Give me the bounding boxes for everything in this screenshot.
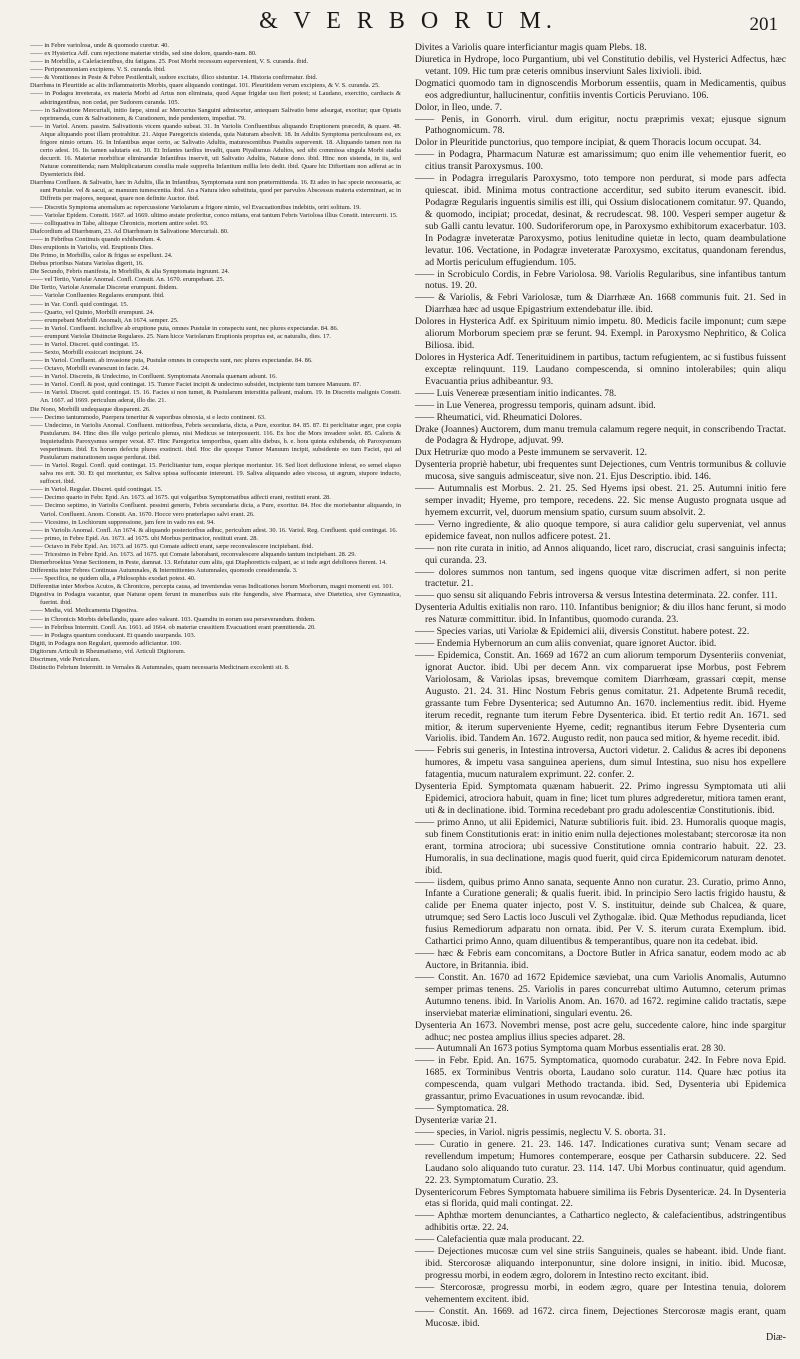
index-entry: —— Species varias, uti Variolæ & Epidemici alii, diversis Constitut. habere potest. 22. xyxy=(415,626,750,638)
right-column-entries xyxy=(415,42,786,1330)
index-entry: —— Dejectiones mucosæ cum vel sine striis Sanguineis, quales se habeant. ibid. Unde fiant. ibid. Stercorosæ aliquando interponuntur, sine dolore insigni, in initio. ibid. Mucosæ, progressu morbi, in eodem ægro, dolorem in Intestino recto excitant. ibid. xyxy=(415,1246,786,1281)
index-entry: —— Stercorosæ, progressu morbi, in eodem ægro, quare per Intestina tenuia, dolorem vehementem excitent. ibid. xyxy=(415,1281,786,1305)
index-entry: —— Verno ingrediente, & alio quoque tempore, si aura calidior gelu superveniat, vel annus epidemice faveat, non nullos adficere potest. 21. xyxy=(415,518,786,542)
index-entry: Diarrhœa in Pleuritide ac aliis inflammatoriis Morbis, quare aliquando contingat. 101. Pleuritidem verum excipiens, & V. S. curanda. 25. xyxy=(30,82,380,90)
index-entry: —— Octavo in Febr Epid. An. 1673. ad 1675. qui Comate adfecti erant, sæpe reconvalescere incipiebant. ibid. xyxy=(30,542,314,550)
index-entry: —— Penis, in Gonorrh. virul. dum erigitur, noctu præprimis vexat; ejusque signum Pathognomicum. 78. xyxy=(415,113,786,137)
index-entry: —— erumpunt Variolæ Distinctæ Regulares. 25. Nam hicce Variolarum Eruptionis proprius est, ac naturalis, dies. 17. xyxy=(30,332,331,340)
index-entry: —— Variolar Epidem. Constit. 1667. ad 1669. ultimo æstate proferitur, conco mitans, erat tantum Febris Variolosa illius Constit. intercurrit. 15. xyxy=(30,211,398,219)
index-entry: —— in Febre variolosa, unde & quomodo curetur. 40. xyxy=(30,42,169,49)
index-entry: —— species, in Variol. nigris pessimis, neglectu V. S. oborta. 31. xyxy=(415,1126,666,1138)
index-entry: —— in Variol. Discret. quid contingat. 15. xyxy=(30,340,140,348)
index-column-left xyxy=(30,42,401,1343)
index-entry: —— Quarto, vel Quinto, Morbilli erumpunt. 24. xyxy=(30,308,155,316)
index-entry: Dysenteria propriè habetur, ubi frequentes sunt Dejectiones, cum Ventris tormunibus & colluvie mucosa, sive sanguis admisceatur, sive non. 21. Ejus Descriptio. ibid. 146. xyxy=(415,459,786,483)
index-entry: —— iisdem, quibus primo Anno sanata, sequente Anno non curatur. 23. Curatio, primo Anno, Infante a Curatione generali; & qualis fuerit. ibid. In principio Sero lactis frigido haustu, & calide per Enema quater injecto, post V. S. instituitur, deinde sub Chalcea, & quare, utrumque; sed Sero Lactis loco Jusculi vel Zythogalæ. ibid. Quæ Methodus repudianda, licet fusius Remediorum adparatu non ornata. ibid. Per V. S. iterum curata Exemplum. ibid. Cathartici primo Anno, quam diluentibus & temperantibus, quare non ita cedebat. ibid. xyxy=(415,876,786,948)
index-entry: Diarrhœa Confluen. & Salivatio, hæc in Adultis, illa in Infantibus, Symptomata sunt non prætermittenda. 16. Et adeo in hac specie necessaria, ac sunt Pustulæ. vel & sacui, ac manuum tumescentia. ibid. An a Natura ideo substituta, quod per parvulos Abscessus materia exterminari, ac in Diffretis per majores, nequeat, quare non definite Auctor. ibid. xyxy=(30,179,401,203)
index-entry: —— Luis Venereæ præsentiam initio indicantes. 78. xyxy=(415,387,617,399)
index-entry: —— Calefacientia quæ mala producant. 22. xyxy=(415,1234,585,1246)
index-entry: —— Undecimo, in Variolis Anomal. Confluent. mitioribus, Febris secundaria, dicta, a Pure, exoritur. 84. 85. 87. Et periclitatur æger, præ copia Pustularum. 84. Hinc dies ille vulgo periculo plenus, nisi Medicus se interposuerit. 116. Ex hoc die Mors invadere solet. 85. Caloris & Inquietudinis Paroxysmus semper vexat. 87. Hinc Paregorica temporibus, quam aliis diebus, h. e. hora quinta exhibenda, ob Paroxysmum vespertinum. ibid. Ex horum defectu plures exstincti. ibid. Hoc die quoque Tumor Manuum incipit, subsidente eo tum Faciei, qui ad Pustularum maturationem usque perdurat. ibid. xyxy=(30,421,401,461)
index-entry: Dies eruptionis in Variolis, vid. Eruptionis Dies. xyxy=(30,243,153,251)
index-entry: —— Endemia Hybernorum an cum aliis conveniat, quare ignoret Auctor. ibid. xyxy=(415,638,717,650)
index-entry: —— Rheumatici, vid. Rheumatici Dolores. xyxy=(415,411,583,423)
index-entry: —— Peripneumoniam excipiens. V. S. curanda. ibid. xyxy=(30,66,166,74)
index-entry: —— Autumnalis est Morbus. 2. 21. 25. Sed Hyems ipsi obest. 21. 25. Autumni initio fere semper invadit; Hyeme, pro tempore, recedens. 22. Sic mense Augusto prognata usque ad hyemem excurrit, vel, duorum mensium spatio, cursum suum absolvit. 2. xyxy=(415,483,786,518)
index-entry: Die Secundo, Febris manifesta, in Morbillis, & alia Symptomata ingruunt. 24. xyxy=(30,268,230,276)
index-entry: —— in Variol. Confl. & post, quid contingat. 15. Tumor Faciei incipit & undecimo subsidet, incipiente tum tumore Manuum. 87. xyxy=(30,381,361,389)
index-entry: —— in Variol. Confluent. incluflive ab eruptione puta, omnes Pustulæ in conspectu sunt, nec plures expectandæ. 84. 86. xyxy=(30,324,339,332)
index-entry: Dysenteria An 1673. Novembri mense, post acre gelu, succedente calore, hinc inde spargitur adhuc; nec postea amplius illius species adparet. 28. xyxy=(415,1019,786,1043)
index-entry: Diuretica in Hydrope, loco Purgantium, ubi vel Constitutio debilis, vel Hysterici Adfectus, hæc vetant. 109. Hic tum præ ceteris omnibus inserviunt Sales lixivioli. ibid. xyxy=(415,53,786,77)
index-entry: Distinctio Febrium Intermitt. in Vernales & Autumnales, quam necessaria Medicinam excolenti sit. 8. xyxy=(30,664,290,672)
index-entry: —— in Febr. Epid. An. 1675. Symptomatica, quomodo curabatur. 242. In Febre nova Epid. 1685. ex Torminibus Ventris oborta, Laudano solo curatur. 114. Quare hæc potius ita compescenda, quam vulgari Methodo tractanda. ibid. Sed, Dysenteria ubi Epidemica grassantur, primo Evacuationes in usum revocandæ. ibid. xyxy=(415,1055,786,1103)
index-entry: —— colliquativa in Tabe, aliisque Chronicis, mortem antire solet. 93. xyxy=(30,219,209,227)
index-entry: —— & Vomitiones in Peste & Febre Pestilentiali, sudore excitato, illico sistuntur. 14. Historia confirmatur. ibid. xyxy=(30,74,318,82)
index-entry: Dolores in Hysterica Adf. ex Spirituum nimio impetu. 80. Medicis facile imponunt; cum sæpe aliorum Morborum speciem præ se ferunt. 94. Exempl. in Paroxysmo Nephritico, & Colica Biliosa. ibid. xyxy=(415,316,786,352)
index-entry: —— in Variol. Regul. Confl. quid contingat. 15. Periclitantur tum, eoque plerique moriuntur. 16. Sed licet defluxione inferat, eo semel elapso salva res erit. 30. Et qui moriuntur, ex Saliva spissa suffocante intereunt. 19. Saliva aliquando adeo viscosa, ut ægrum, stupore inducto, suffocet. ibid. xyxy=(30,462,401,486)
index-entry: —— Decimo tantummodo, Puerpera teneritur & vaporibus obnoxia, si e lecto continent. 63. xyxy=(30,413,266,421)
index-entry: —— Vicesimo, in Lochiorum suppressione, jam fere in vado res est. 94. xyxy=(30,518,215,526)
index-entry: —— vel Tertio, Variolæ Anomal. Confl. Constit. An. 1670. erumpebant. 25. xyxy=(30,276,225,284)
index-entry: —— in Febribus Continuis quando exhibendum. 4. xyxy=(30,235,162,243)
index-entry: Diemerbroekius Venæ Sectionem, in Peste, damnat. 13. Refutatur cum aliis, qui Diaphoreticis culpant, ac si inde ægri debiliores fierent. 14. xyxy=(30,559,387,566)
index-entry: —— Tricesimo in Febre Epid. An. 1673. ad 1675. qui Comate laborabant, reconvalescere aliquando tantum incipiebant. 28. 29. xyxy=(30,550,357,558)
index-entry: —— Sexto, Morbilli exsiccari incipiunt. 24. xyxy=(30,348,144,356)
index-entry: —— Epidemica, Constit. An. 1669 ad 1672 an cum aliorum temporum Dysenteriis conveniat, ignorat Auctor. ibid. Ubi per decem Ann. vix comparuerat ipse Morbus, post Febrem Variolosam, & Variolas ipsas, brevemque comitem Diarrhœam, grassari cœpit, mense Augusto. 21. 24. 31. Hinc Nostum Febris genus comitatur. 21. Adpetente Brumâ recedit, grassante tum Febre Dysenterica; sed Autumno An. 1670. inclementius redit. ibid. Hyeme iterum recedit, regnante tum iterum Febre Dysenterica. ibid. Et tertio redit An. 1671. sed mitior, & iterum superveniente Hyeme, cedit; regnantibus iterum Febre Dysenteria cum Variolis. ibid. Tandem An. 1672. Augusto redit, non pauca sed mitior, & hyeme recedit. ibid. xyxy=(415,650,786,745)
index-entry: —— primo Anno, ut alii Epidemici, Naturæ subtilioris fuit. ibid. 23. Humoralis quoque magis, sub finem Constitutionis erat: in initio enim nulla dejectiones molestabant; stercorosæ ita non erant, tormina atrociora; ubi sucessive Constitutione omnia contrario habuit. 22. 23. Humoralis, in sua declinatione, magis quod fuerit, quid circa Epidemicorum naturam denotet. ibid. xyxy=(415,816,786,876)
index-entry: Dolores in Hysterica Adf. Tenerituidinem in partibus, tactum refugientem, ac si fustibus fuissent exceptæ relinquunt. 119. Laudano compescenda, si omnino intolerabiles; quin aliqu Evacuantia prius adhibeantur. 93. xyxy=(415,351,786,387)
index-entry: —— Decimo quarto in Febr. Epid. An. 1673. ad 1675. qui vulgaribus Symptomatibus adfecti erant, restituti erant. 28. xyxy=(30,494,331,502)
index-entry: —— Constit. An. 1669. ad 1672. circa finem, Dejectiones Stercorosæ magis erant, quam Mucosæ. ibid. xyxy=(415,1305,786,1329)
index-entry: —— in Variol. Confluent. ab invasione puta, Pustulæ omnes in conspectu sunt, nec plures expectandæ. 84. 86. xyxy=(30,357,313,365)
index-entry: —— erumpebant Morbilli Anomali, An 1674. semper. 25. xyxy=(30,316,179,324)
index-entry: Differentiæ inter Morbos Acutos, & Chronicos, percepta causa, ad inveniendas veras Indicationes horum Morborum, magni momenti est. 101. xyxy=(30,583,394,591)
index-entry: —— in Podagra, Pharmacum Naturæ est amarissimum; quo enim ille vehementior fuerit, eo citius transit Paroxysmus. 100. xyxy=(415,149,786,173)
index-entry: —— ex Hysterica Adf. cum rejectione materiæ viridis, sed sine dolore, quando-nam. 80. xyxy=(30,50,257,58)
index-entry: —— Aphthæ mortem denunciantes, a Cathartico neglecto, & calefacientibus, adstringentibus adhibitis ortæ. 22. 24. xyxy=(415,1210,786,1234)
index-entry: Die Primo, in Morbillis, calor & frigus se expellunt. 24. xyxy=(30,252,173,260)
index-entry: —— in Variol. Discretis, & Undecimo, in Confluent. Symptomata Anomala quænam adsunt. 16. xyxy=(30,373,277,381)
index-entry: Dogmatici quomodo tam in dignoscendis Morborum essentiis, quam in Medicamentis, quibus eos adgrediuntur, hallucinentur, confitiis inventis Corticis Peruviano. 106. xyxy=(415,77,786,101)
index-entry: —— in Var. Confl. quid contingat. 15. xyxy=(30,300,129,308)
index-entry: Digitorum Articuli in Rheumatismo, vid. Articuli Digitorum. xyxy=(30,647,186,655)
index-entry: —— in Podagra irregularis Paroxysmo, toto tempore non perdurat, si mode pars adfecta quiescat. ibid. Minima motus contractione accerditur, sed subito iterum evanescit. ibid. Podagræ Regularis inguentis similis est illi, qui Ossium dislocationem comitatur. 97. Quando, & quomodo, incipiat; procedat, desinat, & recrudescat. 98. 100. Vesperi semper augetur & sub Galli cantu levatur. 100. Sudoriferorum ope, in Paroxysmo exhibitorum exacerbatur. 103. In Podagræ inveteratæ Paroxysmo, potius lenitudine quietæ in lecto, quam deambulatione levatur. 106. Vectatione, in Podagræ inveteratæ Paroxysmo, excitatus, quandonam ferendus, ad Mortis periculum effugiendum. 105. xyxy=(415,173,786,268)
index-entry: Drake (Joannes) Auctorem, dum manu tremula calamum regere nequit, in conscribendo Tractat. de Podagra & Hydrope, adjuvat. 99. xyxy=(415,423,786,447)
index-entry: Diafcordium ad Diarrhœam, 23. Ad Diarrhœam in Salivatione Mercuriali. 80. xyxy=(30,227,229,235)
index-entry: Digestiva in Podagra vacantur, quæ Naturæ opem ferunt in muneribus suis rite fungendis, sive Pharmaca, sive Diætetica, sive Gymnastica, fuerint. ibid. xyxy=(30,591,401,607)
index-entry: —— Autumnali An 1673 potius Symptoma quam Morbus essentialis erat. 28 30. xyxy=(415,1043,726,1055)
index-entry: —— Specifica, ne quidem ulla, a Philosophis exodari potest. 40. xyxy=(30,575,196,583)
index-entry: —— in Variol. Anom. passim. Salivationis vicem quando subeat. 31. In Variolis Confluentibus aliquando Eruptionem præcedit, & quare. 48. Atque aliquando post illam protrahitur. 21. Atque Paregoricis sistenda, quia Naturam absolvit. 18. In Adultis Symptoma periculosum est, ex frigore nimio ortum. 16. In Infantibus æque certo, ac Salivatio Adultis, maturescentibus Pustulis supervenit. 18. Aliquando tamen non ita certo adest. 16. Iis tamen salutaris est. 10. Et Infantes tardius invadit, quam Ptyalismus Adultos, sed sibi commissa singula Morbi stadia decurrit. 16. Materiæ morbificæ eliminandæ Infantibus inservit, uti Salivatio Adultis, Naturæ dono. ibid. Hinc non sistenda, in iis, sed Naturæ committenda; nam Multiplicatarum consilia male supprefia Infantium millia leto dedit. ibid. Quare hic Diftertiam non adferat ac in Dysentericis ibid. xyxy=(30,122,401,179)
index-entry: Dysenteria Epid. Symptomata quænam habuerit. 22. Primo ingressu Symptomata uti alii Epidemici, atrociora habuit, quam in fine; licet tum plures adgrederetur, mitiora tamen erant, uti & in declinatione. ibid. Tormina recedebant pro gradu adolescentiæ Constitutionis. ibid. xyxy=(415,781,786,816)
index-entry: Dux Hetruriæ quo modo a Peste immunem se servaverit. 12. xyxy=(415,447,648,459)
index-entry: —— dolores summos non tantum, sed ingens quoque vitæ discrimen adfert, si non perite tractetur. 21. xyxy=(415,566,786,590)
index-entry: —— in Scrobiculo Cordis, in Febre Variolosa. 98. Variolis Regularibus, sine infantibus tantum notus. 19. 20. xyxy=(415,268,786,292)
index-entry: —— Variolæ Confluentes Regulares erumpunt. ibid. xyxy=(30,292,165,300)
index-entry: —— quo sensu sit aliquando Febris introversa & versus Intestina determinata. 22. confer. 111. xyxy=(415,590,778,602)
index-columns xyxy=(30,42,786,1343)
index-entry: —— Media, vid. Medicamenta Digestiva. xyxy=(30,607,138,615)
index-entry: —— Octavo, Morbilli evanescunt in facie. 24. xyxy=(30,365,150,373)
index-entry: —— in Salivatione Mercuriali, initio fæpe, simul ac Mercurius Sanguini admiscetur, antequam Salivatio bene adsurgat, exoritur; quæ Opiatis reprimenda, cum & Salivationem, & Curationem, inde pendentem, impediat. 79. xyxy=(30,106,401,122)
index-entry: —— in Podagra quantum conducant. Et quando usurpanda. 103. xyxy=(30,631,196,639)
index-entry: Divites a Variolis quare interficiantur magis quam Plebs. 18. xyxy=(415,42,647,53)
index-entry: Digiti, in Podagra non Regulari, quomodo adficiantur. 100. xyxy=(30,639,182,647)
index-entry: —— Curatio in genere. 21. 23. 146. 147. Indicationes curativa sunt; Venam secare ad revellendum impetum; Humores contemperare, eosque per Catharsin subducere. 22. Sed Laudano solo aliquando tuto curatur. 23. 114. 147. Ubi Morbus continuatur, quid agendum. 22. 23. Symptomatum Curatio. 23. xyxy=(415,1138,786,1186)
index-entry: —— in Variol. Regular. Discret. quid contingat. 15. xyxy=(30,486,163,494)
index-entry: —— in Chronicis Morbis debellandis, quare adeo valeant. 103. Quamdiu in eorum usu perseverandum. ibidem. xyxy=(30,615,316,623)
index-entry: Die Nono, Morbilli undequaque dissparent. 26. xyxy=(30,405,151,413)
index-entry: —— Febris sui generis, in Intestina introversa, Auctori videtur. 2. Calidus & acres ibi deponens humores, & impetu vasa sanguinea aperiens, dum simul Intestina, suo nisu hos expellere fatagentia, mucum naturalem exprimunt. 22. confer. 2. xyxy=(415,745,786,781)
index-entry: —— in Variol. Discret. quid contingat. 15. 16. Facies si non tumet, & Pustularum interstitia palleant, malum. 19. In Discretis malignis Constit. An. 1667. ad 1669. periculum aderat, illo die. 21. xyxy=(30,389,401,405)
index-entry: —— hæc & Febris eam concomitans, a Doctore Butler in Africa sanatur, eodem modo ac ab Auctore, in Britannia. ibid. xyxy=(415,948,786,971)
running-title: & V E R B O R U M. xyxy=(259,8,557,34)
index-entry: —— in Febribus Intermitt. Confl. An. 1661. ad 1664. ob materiæ crassitiem Evacuationi erant præmittenda. 20. xyxy=(30,623,316,631)
index-entry: —— Discretis Symptoma anomalum ac repercussione Variolarum a frigore nimio, vel Evacuationibus indebitis, oriri solitum. 19. xyxy=(30,203,361,211)
index-entry: —— primo, in Febre Epid. An. 1673. ad 1675. ubi Morbus pertinacior, restituti erant. 28. xyxy=(30,534,258,542)
index-entry: Die Tertio, Variolæ Anomalæ Discretæ erumpunt. ibidem. xyxy=(30,284,178,292)
index-column-right xyxy=(415,42,786,1343)
index-entry: Dysentericorum Febres Symptomata habuere similima iis Febris Dysentericæ. 24. In Dysenteria etas si florida, quid mali contingat. 22. xyxy=(415,1186,786,1210)
index-entry: —— Symptomatica. 28. xyxy=(415,1103,509,1115)
index-entry: Differentia inter Febres Continuas Autumnales, & Intermittentes Autumnales, quomodo consideranda. 3. xyxy=(30,567,298,575)
index-entry: Dolor in Pleuritide punctorius, quo tempore incipiat, & quem Thoracis locum occupat. 34. xyxy=(415,137,762,149)
index-entry: Discrimen, vide Periculum. xyxy=(30,655,101,663)
index-entry: Dysenteriæ variæ 21. xyxy=(415,1114,497,1126)
index-entry: Diebus prioribus Natura Variolas digerit, 16. xyxy=(30,260,144,268)
index-entry: Dysenteria Adultis exitialis non raro. 110. Infantibus benignior; & diu illos hanc ferunt, si modo res Naturæ committitur. ibid. In Infantibus, quomodo curanda. 23. xyxy=(415,602,786,626)
index-entry: —— non rite curata in initio, ad Annos aliquando, licet raro, discruciat, crasi sanguinis infecta; qui curanda. 23. xyxy=(415,542,786,566)
index-entry: —— Decimo septimo, in Variolis Confluent. pessimi generis, Febris secundaria dicta, a Pure, exoritur. 84. Hoc die moriebantur aliquando, in Variol. Confluent. Anom. Constit. An. 1670. Hocce vero præterlapso salvi erant. 26. xyxy=(30,502,401,518)
page-number: 201 xyxy=(749,14,778,35)
index-entry: —— & Variolis, & Febri Variolosæ, tum & Diarrhææ An. 1668 communis fuit. 21. Sed in Diarrhæa hæc ad usque Epigastrium extendebatur ille. ibid. xyxy=(415,292,786,316)
page-header xyxy=(30,8,786,42)
index-entry: —— in Podagra inveterata, ex materia Morbi ad Artus non eliminata, quod Aquæ frigidæ usu fieri potest; si Laudano, exercitio, cardiacis & adstringentibus, non cedat, per Sudorem curanda. 105. xyxy=(30,90,401,106)
index-entry: —— in Lue Venerea, progressu temporis, quinam adsunt. ibid. xyxy=(415,399,656,411)
index-entry: —— in Morbillis, a Calefacientibus, diu fatigans. 25. Post Morbi recessum supervenient, V. S. curanda. ibid. xyxy=(30,58,309,66)
index-entry: —— in Variolis Anomal. Confl. An 1674. & aliquando posterioribus adhuc, periculum adest. 30. 16. Variol. Reg. Confluent. quid contingat. 16. xyxy=(30,526,398,534)
index-entry: —— Constit. An. 1670 ad 1672 Epidemice sæviebat, una cum Variolis Anomalis, Autumno semper primas tenens. 25. Variolis in pares concurrebat ultimo Autumno, ceterum primas Autumno tenens. ibid. In Variolis Anom. An. 1670. ad 1672. regimine calido tractatis, sæpe inserviebat materiæ eliminationi, singulari eventu. 26. xyxy=(415,971,786,1019)
index-entry: Dolor, in Ileo, unde. 7. xyxy=(415,101,503,113)
catchword: Diæ- xyxy=(766,1331,786,1343)
